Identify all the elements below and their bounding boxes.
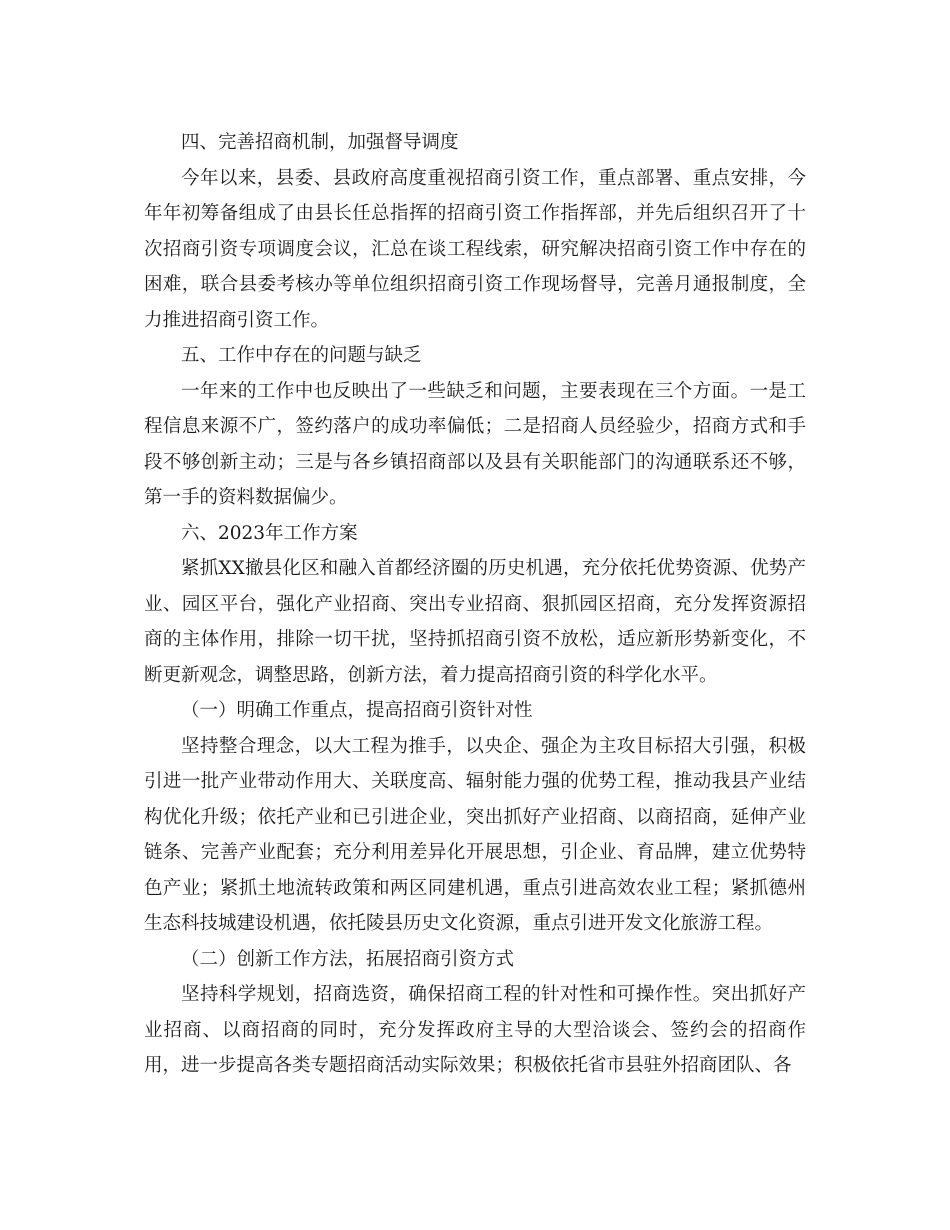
- paragraph: 坚持科学规划，招商选资，确保招商工程的针对性和可操作性。突出抓好产业招商、以商招商的同时，充分发挥政府主导的大型洽谈会、签约会的招商作用，进一步提高各类专题招商活动实际效果；积极依托省市县驻外招商团队、各: [144, 984, 806, 1076]
- paragraph: 坚持整合理念，以大工程为推手，以央企、强企为主攻目标招大引强，积极引进一批产业带动作用大、关联度高、辐射能力强的优势工程，推动我县产业结构优化升级；依托产业和已引进企业，突出抓好产业招商、以商招商，延伸产业链条、完善产业配套；充分利用差异化开展思想，引企业、育品牌，建立优势特色产业；紧抓土地流转政策和两区同建机遇，重点引进高效农业工程；紧抓德州生态科技城建设机遇，依托陵县历史文化资源，重点引进开发文化旅游工程。: [144, 735, 806, 934]
- section-heading-6: 六、2023年工作方案: [181, 522, 358, 544]
- paragraph: 紧抓XX撤县化区和融入首都经济圈的历史机遇，充分依托优势资源、优势产业、园区平台，强化产业招商、突出专业招商、狠抓园区招商，充分发挥资源招商的主体作用，排除一切干扰，坚持抓招商引资不放松，适应新形势新变化，不断更新观念，调整思路，创新方法，着力提高招商引资的科学化水平。: [144, 558, 806, 686]
- paragraph: 一年来的工作中也反映出了一些缺乏和问题，主要表现在三个方面。一是工程信息来源不广，签约落户的成功率偏低；二是招商人员经验少，招商方式和手段不够创新主动；三是与各乡镇招商部以及县有关职能部门的沟通联系还不够，第一手的资料数据偏少。: [144, 380, 806, 508]
- subsection-heading-1: （一）明确工作重点，提高招商引资针对性: [181, 700, 533, 721]
- subsection-heading-2: （二）创新工作方法，拓展招商引资方式: [181, 948, 515, 970]
- section-heading-4: 四、完善招商机制，加强督导调度: [181, 132, 459, 153]
- section-heading-5: 五、工作中存在的问题与缺乏: [181, 345, 422, 366]
- paragraph: 今年以来，县委、县政府高度重视招商引资工作，重点部署、重点安排，今年年初筹备组成了由县长任总指挥的招商引资工作指挥部，并先后组织召开了十次招商引资专项调度会议，汇总在谈工程线索，研究解决招商引资工作中存在的困难，联合县委考核办等单位组织招商引资工作现场督导，完善月通报制度，全力推进招商引资工作。: [144, 167, 806, 331]
- document-body: [144, 125, 806, 1084]
